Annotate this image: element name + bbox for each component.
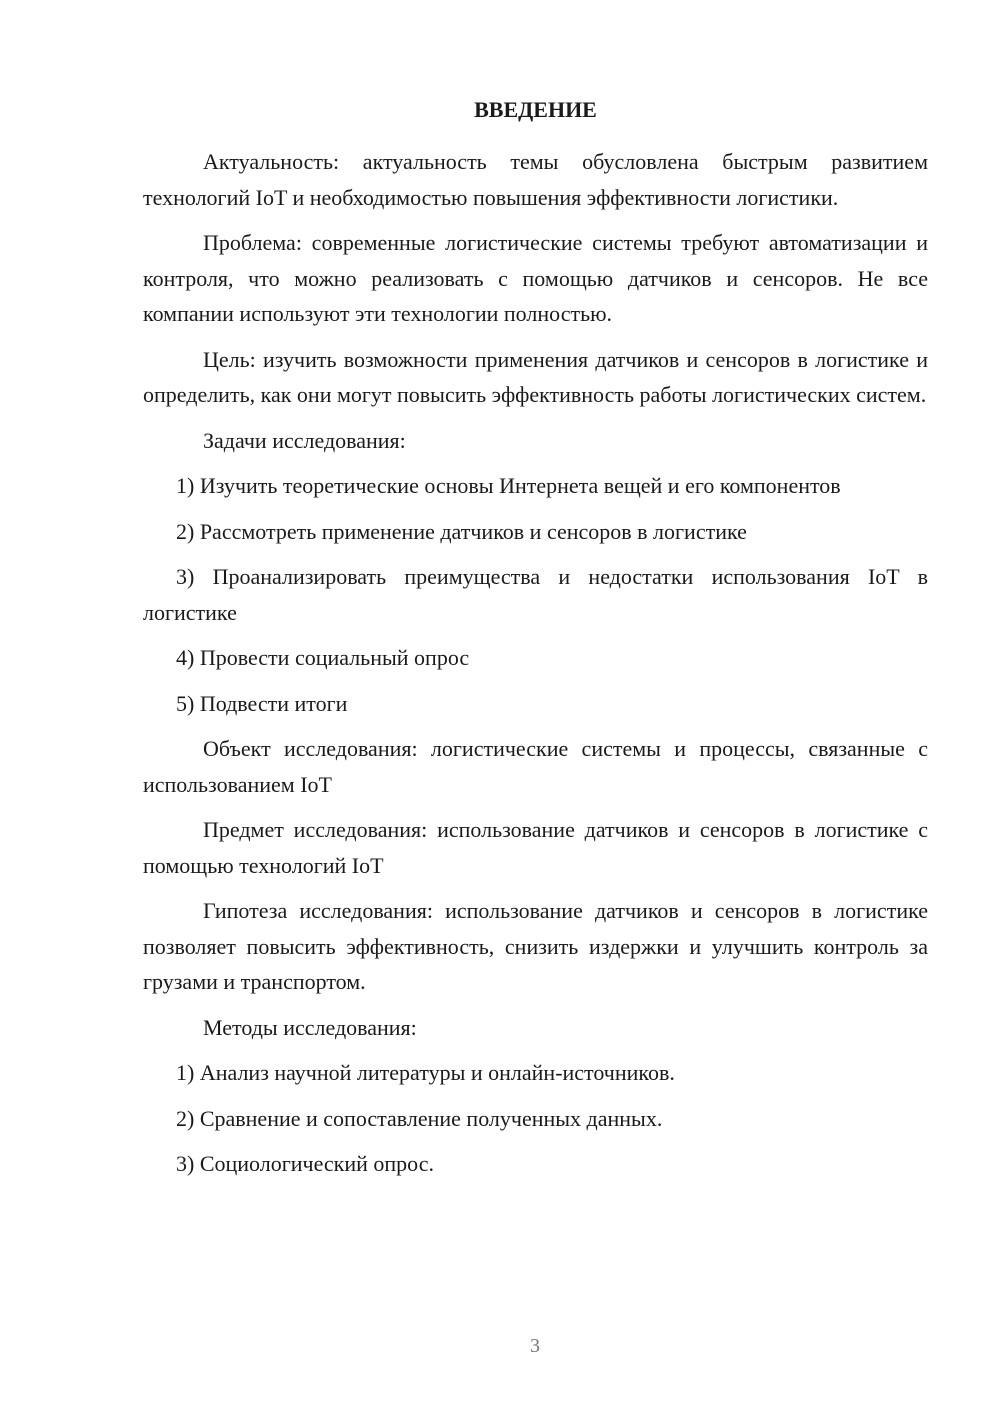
list-item: 3) Социологический опрос. [176,1151,434,1176]
page-content [143,96,928,1182]
list-item: 1) Изучить теоретические основы Интернета вещей и его компонентов [176,473,841,498]
methods-list [143,1055,928,1182]
object-paragraph: Объект исследования: логистические системы и процессы, связанные с использованием IoT [143,736,928,797]
page-number: 3 [530,1335,540,1357]
subject-paragraph: Предмет исследования: использование датчиков и сенсоров в логистике с помощью технологий IoT [143,817,928,878]
list-item: 3) Проанализировать преимущества и недостатки использования IoT в логистике [143,564,928,625]
problem-paragraph: Проблема: современные логистические системы требуют автоматизации и контроля, что можно реализовать с помощью датчиков и сенсоров. Не все компании используют эти технологии полностью. [143,230,928,326]
page-title: ВВЕДЕНИЕ [474,97,597,122]
methods-heading: Методы исследования: [203,1014,417,1040]
list-item: 2) Рассмотреть применение датчиков и сенсоров в логистике [176,518,747,544]
list-item: 2) Сравнение и сопоставление полученных данных. [176,1105,663,1131]
tasks-list [143,468,928,721]
list-item: 4) Провести социальный опрос [176,645,470,670]
relevance-paragraph: Актуальность: актуальность темы обусловлена быстрым развитием технологий IoT и необходимостью повышения эффективности логистики. [143,149,928,210]
tasks-heading: Задачи исследования: [203,427,406,453]
list-item: 5) Подвести итоги [176,690,348,716]
hypothesis-paragraph: Гипотеза исследования: использование датчиков и сенсоров в логистике позволяет повысить эффективность, снизить издержки и улучшить контроль за грузами и транспортом. [143,898,928,994]
list-item: 1) Анализ научной литературы и онлайн-источников. [176,1060,675,1085]
goal-paragraph: Цель: изучить возможности применения датчиков и сенсоров в логистике и определить, как они могут повысить эффективность работы логистических систем. [143,346,928,407]
